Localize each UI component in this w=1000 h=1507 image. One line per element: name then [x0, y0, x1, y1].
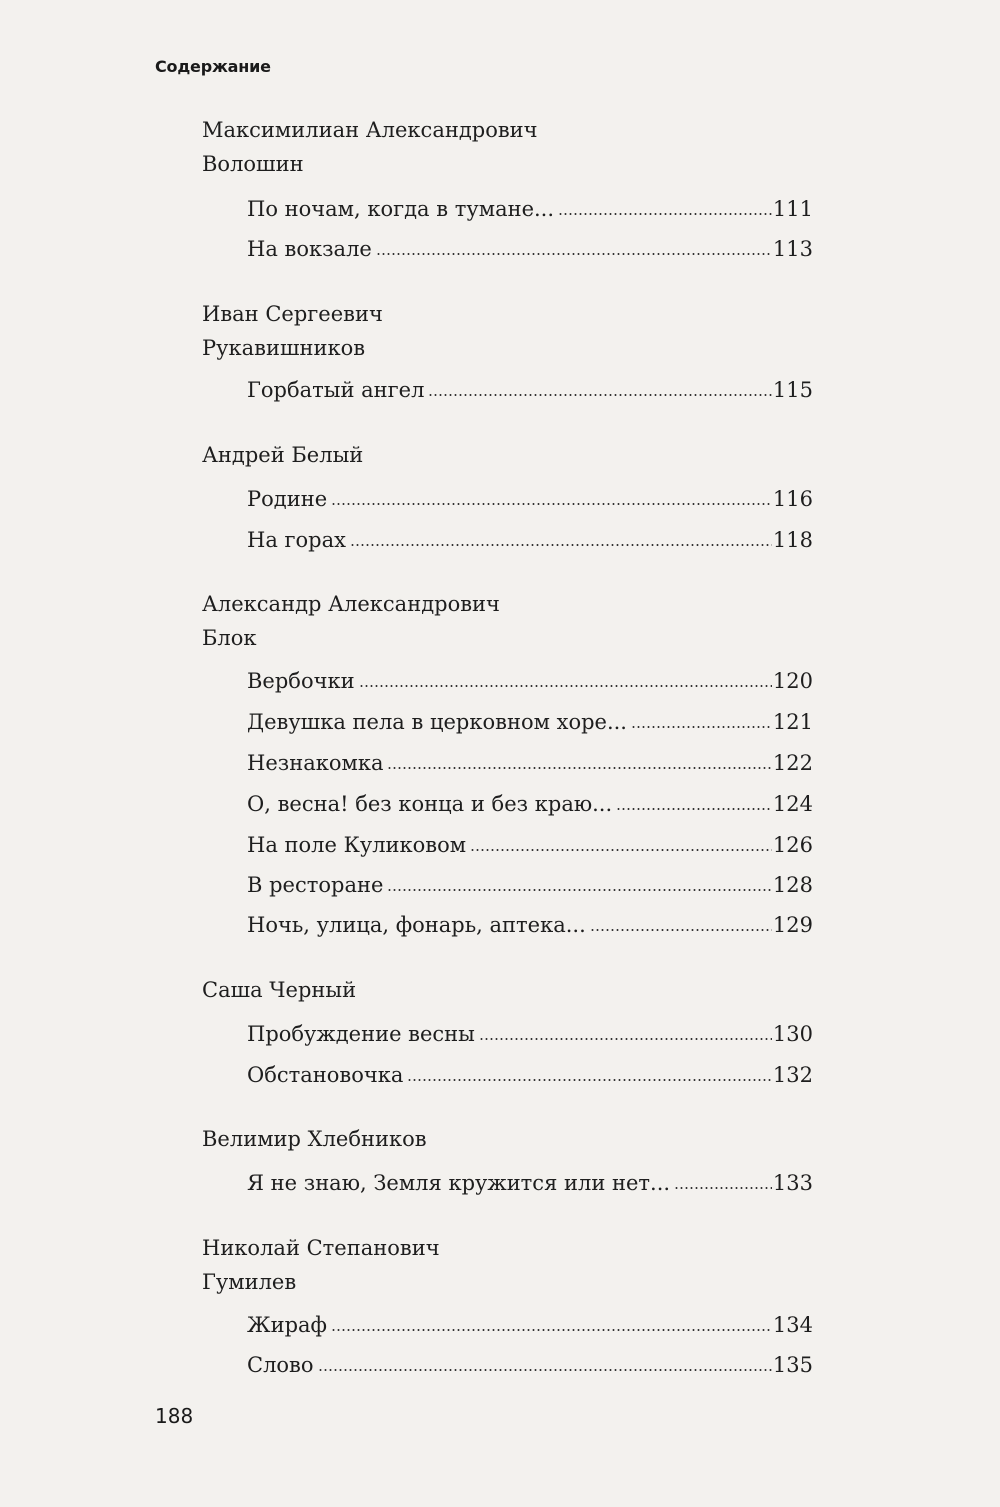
poem-title: Слово [247, 1353, 314, 1377]
poem-title: Незнакомка [247, 751, 384, 775]
toc-entry [247, 1310, 813, 1340]
page-number: 130 [772, 1022, 813, 1046]
author-name-line: Андрей Белый [202, 443, 364, 467]
author-name [202, 297, 383, 365]
author-name-line: Николай Степанович [202, 1236, 440, 1260]
toc-entry [247, 870, 813, 900]
poem-title: Девушка пела в церковном хоре... [247, 710, 627, 734]
page-number: 133 [772, 1171, 813, 1195]
author-name-line: Гумилев [202, 1270, 297, 1294]
poem-title: Жираф [247, 1313, 327, 1337]
page-number: 121 [772, 710, 813, 734]
dot-leader [331, 1329, 772, 1331]
page-number: 135 [772, 1353, 813, 1377]
toc-entry [247, 484, 813, 514]
poem-title: В ресторане [247, 873, 384, 897]
toc-entry [247, 748, 813, 778]
dot-leader [387, 889, 772, 891]
poem-title: О, весна! без конца и без краю... [247, 792, 613, 816]
dot-leader [350, 544, 772, 546]
poem-title: На вокзале [247, 237, 372, 261]
page-number: 118 [772, 528, 813, 552]
toc-entry [247, 910, 813, 940]
page-number: 115 [772, 378, 813, 402]
page-number: 116 [772, 487, 813, 511]
toc-entry [247, 194, 813, 224]
author-name-line: Велимир Хлебников [202, 1127, 427, 1151]
author-name [202, 438, 363, 472]
toc-entry [247, 1060, 813, 1090]
toc-entry [247, 375, 813, 405]
dot-leader [558, 213, 772, 215]
author-name-line: Саша Черный [202, 978, 357, 1002]
page-number: 113 [772, 237, 813, 261]
page-number: 132 [772, 1063, 813, 1087]
toc-entry [247, 666, 813, 696]
page-number: 128 [772, 873, 813, 897]
page-number: 120 [772, 669, 813, 693]
poem-title: Родине [247, 487, 328, 511]
dot-leader [631, 726, 772, 728]
poem-title: Горбатый ангел [247, 378, 425, 402]
page-number: 134 [772, 1313, 813, 1337]
toc-entry [247, 1168, 813, 1198]
author-name-line: Блок [202, 626, 257, 650]
toc-entry [247, 234, 813, 264]
poem-title: Вербочки [247, 669, 355, 693]
author-name [202, 1122, 427, 1156]
poem-title: На горах [247, 528, 346, 552]
page-number: 129 [772, 913, 813, 937]
dot-leader [470, 849, 772, 851]
poem-title: Ночь, улица, фонарь, аптека... [247, 913, 586, 937]
author-name-line: Александр Александрович [202, 592, 500, 616]
dot-leader [428, 394, 771, 396]
toc-entry [247, 830, 813, 860]
dot-leader [479, 1038, 772, 1040]
toc-entry [247, 789, 813, 819]
dot-leader [387, 767, 771, 769]
author-name [202, 1231, 440, 1299]
dot-leader [616, 808, 772, 810]
dot-leader [407, 1079, 772, 1081]
poem-title: На поле Куликовом [247, 833, 467, 857]
dot-leader [590, 929, 772, 931]
toc-entry [247, 1019, 813, 1049]
toc-entry [247, 525, 813, 555]
page-number: 126 [772, 833, 813, 857]
author-name-line: Рукавишников [202, 336, 366, 360]
author-name [202, 587, 500, 655]
author-name [202, 113, 538, 181]
author-name-line: Волошин [202, 152, 304, 176]
toc-entry [247, 707, 813, 737]
page-number: 124 [772, 792, 813, 816]
dot-leader [318, 1369, 772, 1371]
author-name [202, 973, 356, 1007]
page-number: 111 [772, 197, 813, 221]
dot-leader [376, 253, 772, 255]
poem-title: Я не знаю, Земля кружится или нет... [247, 1171, 671, 1195]
dot-leader [331, 503, 772, 505]
poem-title: Пробуждение весны [247, 1022, 475, 1046]
poem-title: Обстановочка [247, 1063, 404, 1087]
dot-leader [674, 1187, 772, 1189]
running-header: Содержание [155, 57, 271, 76]
toc-entry [247, 1350, 813, 1380]
page-folio: 188 [155, 1404, 194, 1428]
author-name-line: Иван Сергеевич [202, 302, 383, 326]
dot-leader [359, 685, 772, 687]
poem-title: По ночам, когда в тумане... [247, 197, 555, 221]
author-name-line: Максимилиан Александрович [202, 118, 538, 142]
page-number: 122 [772, 751, 813, 775]
